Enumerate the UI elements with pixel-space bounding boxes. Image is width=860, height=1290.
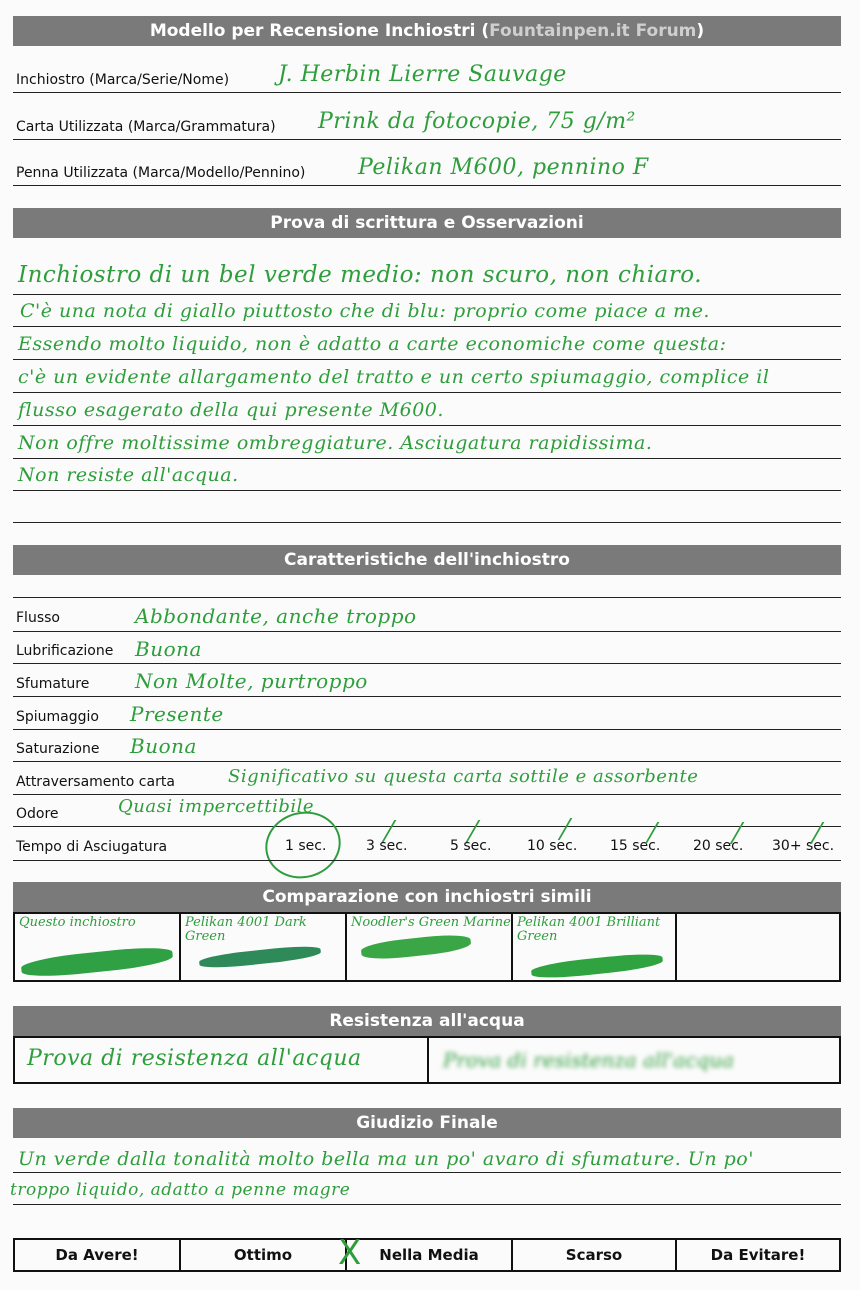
divider <box>13 92 841 93</box>
drying-option-10[interactable]: 10 sec. <box>527 838 578 854</box>
divider <box>13 326 841 327</box>
divider <box>13 1172 841 1173</box>
writing-line: c'è un evidente allargamento del tratto e un certo spiumaggio, complice il <box>18 366 770 388</box>
rating-avoid[interactable]: Da Evitare! <box>675 1238 841 1272</box>
ink-swatch <box>531 951 664 981</box>
drying-option-15[interactable]: 15 sec. <box>610 838 661 854</box>
comparison-ink-name: Questo inchiostro <box>19 915 136 930</box>
divider <box>13 826 841 827</box>
final-line: Un verde dalla tonalità molto bella ma un po' avaro di sfumature. Un po' <box>18 1148 754 1170</box>
divider <box>13 794 841 795</box>
comparison-ink-name: Pelikan 4001 Brilliant Green <box>517 915 661 944</box>
final-section-title: Giudizio Finale <box>13 1108 841 1138</box>
comparison-ink-name: Pelikan 4001 Dark Green <box>185 915 307 944</box>
bleed-value: Significativo su questa carta sottile e assorbente <box>228 766 699 787</box>
ink-swatch <box>20 944 173 980</box>
ink-label: Inchiostro (Marca/Serie/Nome) <box>16 72 230 88</box>
divider <box>13 185 841 186</box>
feathering-label: Spiumaggio <box>16 709 99 725</box>
drying-option-30[interactable]: 30+ sec. <box>772 838 835 854</box>
lubrication-value: Buona <box>135 637 202 661</box>
divider <box>13 139 841 140</box>
drying-option-1[interactable]: 1 sec. <box>285 838 327 854</box>
divider <box>13 490 841 491</box>
divider <box>13 425 841 426</box>
rating-poor[interactable]: Scarso <box>511 1238 677 1272</box>
divider <box>13 1204 841 1205</box>
writing-line: C'è una nota di giallo piuttosto che di blu: proprio come piace a me. <box>20 300 710 322</box>
ink-swatch <box>199 944 322 971</box>
comparison-ink-name: Noodler's Green Marine <box>351 915 511 930</box>
shading-value: Non Molte, purtroppo <box>135 669 368 693</box>
divider <box>13 729 841 730</box>
ink-value: J. Herbin Lierre Sauvage <box>278 62 567 87</box>
ink-swatch <box>360 932 471 961</box>
drying-option-20[interactable]: 20 sec. <box>693 838 744 854</box>
final-line: troppo liquido, adatto a penne magre <box>10 1180 351 1200</box>
drying-time-label: Tempo di Asciugatura <box>16 839 168 855</box>
water-section-title: Resistenza all'acqua <box>13 1006 841 1036</box>
comparison-cell <box>179 912 347 982</box>
rating-average[interactable]: Nella Media <box>345 1238 513 1272</box>
writing-line: Non resiste all'acqua. <box>18 464 239 486</box>
comparison-cell <box>345 912 513 982</box>
rating-selected-mark: X <box>338 1233 362 1273</box>
rating-must-have[interactable]: Da Avere! <box>13 1238 181 1272</box>
saturation-value: Buona <box>130 734 197 758</box>
water-test-text: Prova di resistenza all'acqua <box>27 1046 362 1071</box>
divider <box>13 696 841 697</box>
comparison-section-title: Comparazione con inchiostri simili <box>13 882 841 912</box>
pen-value: Pelikan M600, pennino F <box>358 155 649 180</box>
characteristics-section-title: Caratteristiche dell'inchiostro <box>13 545 841 575</box>
odor-value: Quasi impercettibile <box>118 796 315 817</box>
odor-label: Odore <box>16 806 59 822</box>
divider <box>13 522 841 523</box>
divider <box>13 761 841 762</box>
divider <box>13 458 841 459</box>
feathering-value: Presente <box>130 702 224 726</box>
divider <box>13 597 841 598</box>
pen-label: Penna Utilizzata (Marca/Modello/Pennino) <box>16 165 306 181</box>
writing-line: Essendo molto liquido, non è adatto a carte economiche come questa: <box>18 333 727 355</box>
water-test-dry <box>13 1036 429 1084</box>
shading-label: Sfumature <box>16 676 90 692</box>
lubrication-label: Lubrificazione <box>16 643 114 659</box>
writing-section-title: Prova di scrittura e Osservazioni <box>13 208 841 238</box>
comparison-cell <box>511 912 677 982</box>
comparison-cell <box>13 912 181 982</box>
water-test-wet <box>427 1036 841 1084</box>
writing-line: flusso esagerato della qui presente M600. <box>18 399 444 421</box>
saturation-label: Saturazione <box>16 741 100 757</box>
flow-label: Flusso <box>16 610 60 626</box>
flow-value: Abbondante, anche troppo <box>135 604 417 628</box>
divider <box>13 359 841 360</box>
divider <box>13 392 841 393</box>
writing-line: Non offre moltissime ombreggiature. Asciugatura rapidissima. <box>18 432 653 454</box>
tick-mark <box>542 818 573 840</box>
divider <box>13 631 841 632</box>
forum-name: Fountainpen.it Forum <box>489 21 697 41</box>
divider <box>13 294 841 295</box>
water-test-washed-text: Prova di resistenza all'acqua <box>443 1048 735 1072</box>
drying-option-5[interactable]: 5 sec. <box>450 838 492 854</box>
divider <box>13 860 841 861</box>
bleed-label: Attraversamento carta <box>16 774 175 790</box>
rating-excellent[interactable]: Ottimo <box>179 1238 347 1272</box>
paper-label: Carta Utilizzata (Marca/Grammatura) <box>16 119 276 135</box>
writing-line: Inchiostro di un bel verde medio: non scuro, non chiaro. <box>18 262 703 288</box>
page-title: Modello per Recensione Inchiostri (Fountainpen.it Forum) <box>13 16 841 46</box>
drying-option-3[interactable]: 3 sec. <box>366 838 408 854</box>
comparison-cell-empty <box>675 912 841 982</box>
paper-value: Prink da fotocopie, 75 g/m² <box>318 109 636 134</box>
divider <box>13 663 841 664</box>
